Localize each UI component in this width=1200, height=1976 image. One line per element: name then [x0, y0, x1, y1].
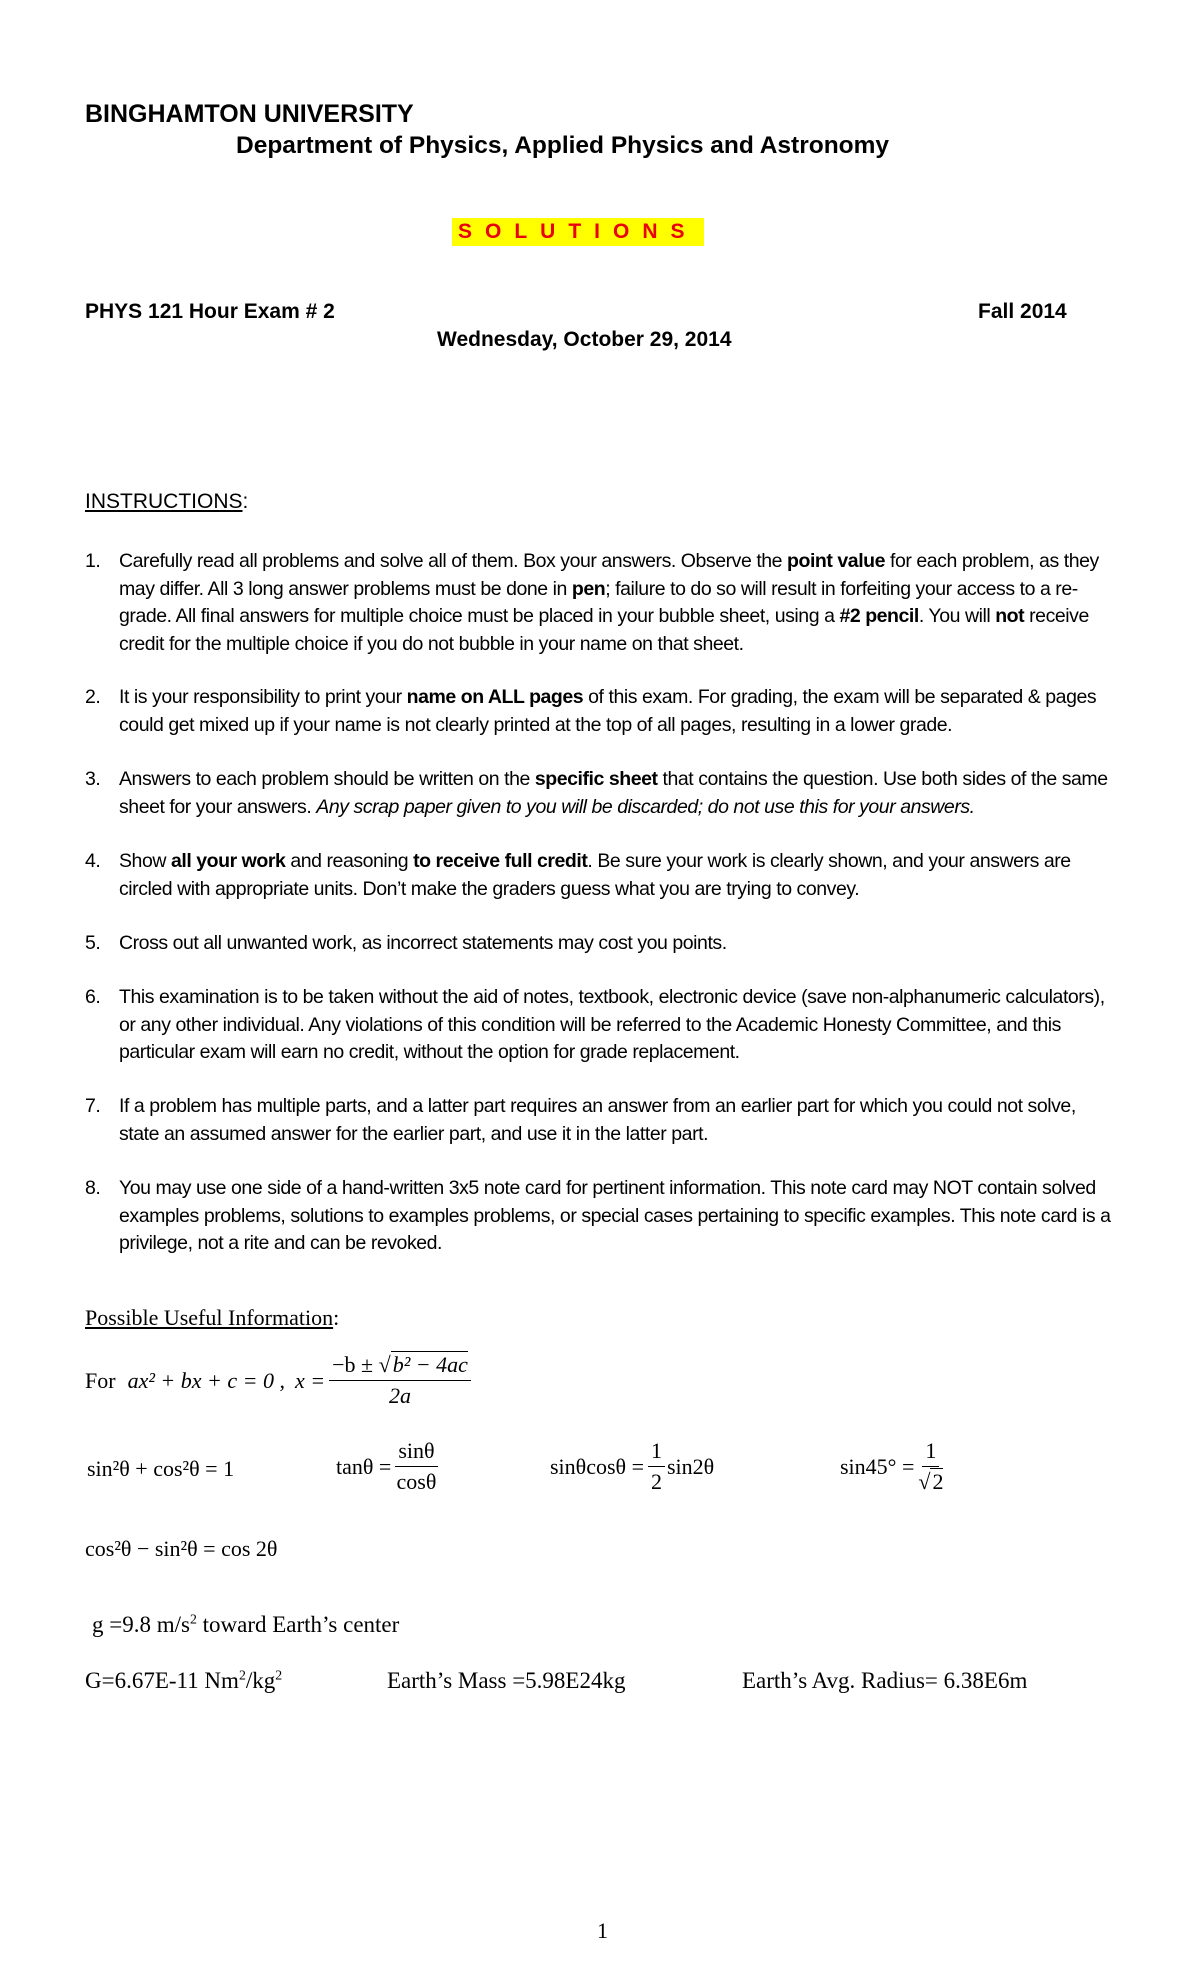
university-name: BINGHAMTON UNIVERSITY	[85, 100, 414, 128]
quadratic-lead: For	[85, 1367, 116, 1393]
instruction-number: 3.	[85, 768, 101, 790]
sin45-numerator: 1	[922, 1438, 939, 1467]
course-title: PHYS 121 Hour Exam # 2	[85, 300, 335, 323]
cos-double-identity: cos²θ − sin²θ = cos 2θ	[85, 1536, 278, 1561]
exam-date: Wednesday, October 29, 2014	[437, 328, 732, 351]
instruction-text-part: specific sheet	[534, 768, 658, 790]
instruction-text	[119, 684, 1119, 739]
instruction-text-part: . Be sure your work is clearly shown, and your answers are circled with appropriate units. Don’t make the graders guess what you are trying to convey.	[119, 850, 1071, 900]
exam-term: Fall 2014	[978, 300, 1067, 323]
instruction-text-part: pen	[571, 577, 606, 600]
quadratic-equation: ax² + bx + c = 0 ,	[127, 1367, 285, 1393]
instructions-heading: INSTRUCTIONS:	[85, 490, 249, 513]
instruction-text-part: . You will	[918, 605, 996, 627]
instruction-number: 6.	[85, 986, 101, 1008]
instruction-text-part: If a problem has multiple parts, and a latter part requires an answer from an earlier part for which you could not solve, state an assumed answer for the earlier part, and use it in the latter part.	[119, 1095, 1076, 1145]
tan-denominator: cosθ	[396, 1469, 437, 1494]
instruction-text	[119, 848, 1119, 903]
instruction-text-part: You may use one side of a hand-written 3x5 note card for pertinent information. This note card may NOT contain solved examples problems, solutions to examples problems, or special cases pertaining to specific examples. This note card is a privilege, not a rite and can be revoked.	[119, 1177, 1111, 1254]
instruction-text-part: #2 pencil	[839, 605, 919, 627]
instruction-text-part: name on ALL pages	[406, 686, 584, 708]
quadratic-numerator-lead: −b ±	[332, 1352, 374, 1377]
instruction-text-part: not	[995, 605, 1025, 627]
instruction-text-part: Carefully read all problems and solve all of them. Box your answers. Observe the	[119, 550, 788, 572]
pythagorean-identity: sin²θ + cos²θ = 1	[87, 1456, 235, 1481]
instruction-text-part: of this exam. For grading, the exam will be separated & pages could get mixed up if your name is not clearly printed at the top of all pages, resulting in a lower grade.	[119, 686, 1097, 736]
page-number: 1	[597, 1918, 608, 1943]
tan-numerator: sinθ	[395, 1438, 437, 1467]
instruction-text-part: Any scrap paper given to you will be discarded; do not use this for your answers.	[316, 795, 975, 818]
instruction-text-part: point value	[787, 550, 886, 572]
instruction-text-part: It is your responsibility to print your	[119, 686, 407, 708]
instruction-text-part: to receive full credit	[413, 850, 588, 872]
sin45-identity: sin45° = $\frac{1}{√2}$	[840, 1438, 944, 1494]
instruction-text	[119, 1093, 1119, 1148]
instruction-text-part: for each problem, as they may differ. All 3 long answer problems must be done in	[119, 550, 1099, 600]
tan-identity: tanθ = $\frac{\sin\theta}{\cos\theta}$	[336, 1438, 437, 1494]
useful-info-heading: Possible Useful Information:	[85, 1305, 340, 1330]
department-name: Department of Physics, Applied Physics and Astronomy	[236, 132, 890, 159]
instruction-number: 8.	[85, 1177, 101, 1199]
quadratic-fraction: $\frac{\text{−b ± √b² − 4ac}}{2a}$	[329, 1352, 471, 1409]
half-denominator: 2	[650, 1469, 662, 1494]
instruction-text	[119, 1175, 1119, 1258]
quadratic-formula	[85, 1352, 471, 1409]
instruction-text	[119, 548, 1119, 658]
gravitational-constant: G=6.67E-11 $Nm^2/kg^2$	[85, 1667, 283, 1693]
instruction-text-part: and reasoning	[285, 850, 414, 872]
instruction-number: 4.	[85, 850, 101, 872]
instruction-text-part: Answers to each problem should be written on the	[119, 768, 535, 790]
instruction-text	[119, 766, 1119, 821]
instruction-text-part: This examination is to be taken without the aid of notes, textbook, electronic device (save non-alphanumeric calculators), or any other individual. Any violations of this condition will be referred to the Academic Honesty Committee, and this particular exam will earn no credit, without the option for grade replacement.	[119, 986, 1105, 1063]
solutions-banner: SOLUTIONS	[452, 218, 704, 246]
instruction-number: 1.	[85, 550, 101, 572]
instruction-text	[119, 930, 1119, 958]
instruction-text-part: Cross out all unwanted work, as incorrect statements may cost you points.	[119, 932, 727, 954]
half-numerator: 1	[648, 1438, 665, 1467]
gravity-constant: g =9.8 $m/s^2$ toward Earth’s center	[92, 1611, 400, 1637]
quadratic-x: x =	[295, 1367, 326, 1393]
instruction-text-part: Show	[119, 850, 171, 872]
quadratic-radicand: b² − 4ac	[392, 1352, 468, 1377]
earth-mass: Earth’s Mass =5.98E24kg	[387, 1668, 626, 1693]
double-angle-identity: sinθcosθ = $\frac{1}{2}$ sin2θ	[550, 1438, 715, 1494]
quadratic-denominator: 2a	[389, 1383, 412, 1408]
earth-radius: Earth’s Avg. Radius= 6.38E6m	[742, 1668, 1028, 1693]
instruction-number: 2.	[85, 686, 101, 708]
instruction-number: 5.	[85, 932, 101, 954]
instruction-text	[119, 984, 1119, 1067]
instruction-text-part: receive credit for the multiple choice if you do not bubble in your name on that sheet.	[119, 605, 1089, 655]
instruction-text-part: all your work	[170, 850, 286, 872]
instruction-number: 7.	[85, 1095, 101, 1117]
instruction-text-part: that contains the question. Use both sides of the same sheet for your answers.	[119, 768, 1108, 818]
sin45-denominator: 2	[932, 1469, 944, 1494]
instruction-text-part: ; failure to do so will result in forfeiting your access to a re-grade. All final answers for multiple choice must be placed in your bubble sheet, using a	[119, 577, 1078, 627]
